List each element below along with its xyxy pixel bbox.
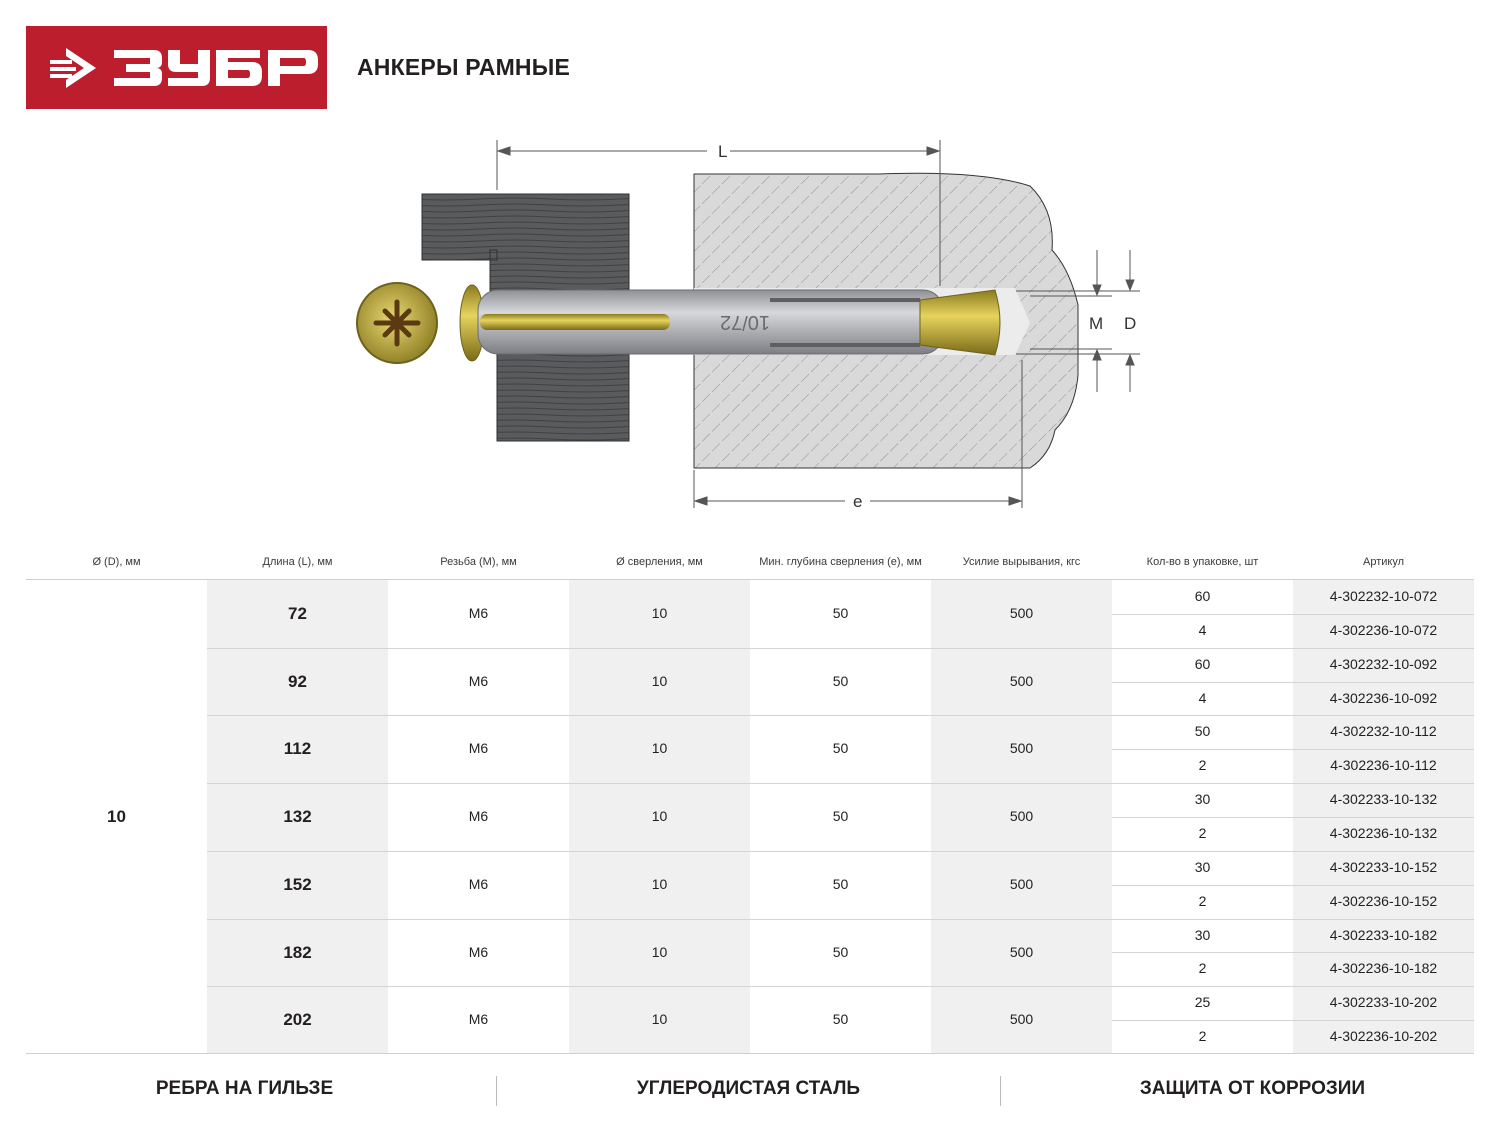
length-value: 202 xyxy=(283,1010,312,1030)
sku-value: 4-302236-10-112 xyxy=(1330,757,1437,774)
depth-value: 50 xyxy=(832,605,849,621)
thread-value: М6 xyxy=(468,808,489,825)
pack-divider xyxy=(1112,817,1474,818)
dim-D-label: D xyxy=(1124,314,1137,333)
thread-value: М6 xyxy=(468,672,489,689)
pack-divider xyxy=(1112,1020,1474,1021)
feature-steel: УГЛЕРОДИСТАЯ СТАЛЬ xyxy=(636,1078,861,1099)
depth-value: 50 xyxy=(832,672,849,689)
page-title: АНКЕРЫ РАМНЫЕ xyxy=(357,54,571,80)
depth-value: 50 xyxy=(832,1011,849,1028)
pack-divider xyxy=(1112,749,1474,750)
sku-value: 4-302236-10-092 xyxy=(1329,689,1438,706)
drill-value: 10 xyxy=(651,740,668,757)
thread-value: М6 xyxy=(468,943,489,960)
sku-value: 4-302236-10-072 xyxy=(1329,621,1438,638)
anchor-diagram xyxy=(340,130,1160,520)
svg-text:10/72: 10/72 xyxy=(719,311,771,333)
pack-divider xyxy=(1112,614,1474,615)
diameter-value: 10 xyxy=(107,807,126,826)
drill-value: 10 xyxy=(651,943,668,960)
sku-value: 4-302236-10-152 xyxy=(1329,892,1438,909)
col-depth: Мин. глубина сверления (e), мм xyxy=(759,556,922,568)
sku-value: 4-302232-10-072 xyxy=(1329,588,1438,604)
feature-ribs: РЕБРА НА ГИЛЬЗЕ xyxy=(155,1078,334,1099)
pack-qty: 4 xyxy=(1198,689,1207,706)
col-sku: Артикул xyxy=(1362,556,1404,568)
zubr-logo-icon xyxy=(26,26,327,109)
sku-value: 4-302233-10-202 xyxy=(1329,994,1438,1011)
depth-value: 50 xyxy=(832,943,849,960)
pack-qty: 25 xyxy=(1194,994,1211,1011)
table-bottom-line xyxy=(26,1053,1474,1054)
sku-value: 4-302233-10-152 xyxy=(1329,858,1438,875)
col-thread: Резьба (М), мм xyxy=(440,556,517,568)
screw-head-icon xyxy=(357,283,437,363)
force-value: 500 xyxy=(1009,672,1034,689)
sku-value: 4-302232-10-092 xyxy=(1329,655,1438,672)
brand-logo xyxy=(26,26,327,109)
sku-value: 4-302232-10-112 xyxy=(1330,723,1437,740)
force-value: 500 xyxy=(1009,875,1034,892)
thread-value: М6 xyxy=(468,740,489,757)
force-value: 500 xyxy=(1009,605,1034,621)
pack-qty: 4 xyxy=(1198,621,1207,638)
dim-L-label: L xyxy=(718,142,728,161)
col-length: Длина (L), мм xyxy=(262,556,333,568)
depth-value: 50 xyxy=(832,875,849,892)
thread-value: М6 xyxy=(468,875,489,892)
force-value: 500 xyxy=(1009,943,1034,960)
dim-M-label: M xyxy=(1089,314,1104,333)
sku-value: 4-302233-10-182 xyxy=(1329,926,1438,943)
drill-value: 10 xyxy=(651,1011,668,1028)
drill-value: 10 xyxy=(651,672,668,689)
sku-value: 4-302236-10-132 xyxy=(1329,824,1438,841)
force-value: 500 xyxy=(1009,740,1034,757)
sku-value: 4-302233-10-132 xyxy=(1329,791,1438,808)
table-header xyxy=(26,556,1474,578)
length-value: 182 xyxy=(283,942,312,962)
pack-qty: 30 xyxy=(1194,926,1211,943)
length-value: 152 xyxy=(283,874,312,894)
thread-value: М6 xyxy=(468,1011,489,1028)
pack-qty: 2 xyxy=(1198,960,1207,977)
col-diameter: Ø (D), мм xyxy=(92,556,141,568)
length-value: 132 xyxy=(283,807,312,827)
pack-divider xyxy=(1112,952,1474,953)
col-force: Усилие вырывания, кгс xyxy=(962,556,1081,568)
depth-value: 50 xyxy=(832,740,849,757)
pack-qty: 2 xyxy=(1198,757,1207,774)
pack-qty: 2 xyxy=(1198,1028,1207,1045)
col-qty: Кол-во в упаковке, шт xyxy=(1146,556,1259,568)
force-value: 500 xyxy=(1009,1011,1034,1028)
frame-anchor xyxy=(460,285,1000,361)
feature-corrosion: ЗАЩИТА ОТ КОРРОЗИИ xyxy=(1139,1078,1366,1099)
col-drill: Ø сверления, мм xyxy=(616,556,703,568)
pack-qty: 30 xyxy=(1194,791,1211,808)
length-value: 112 xyxy=(283,739,312,759)
pack-divider xyxy=(1112,885,1474,886)
pack-qty: 30 xyxy=(1194,858,1211,875)
sku-value: 4-302236-10-202 xyxy=(1329,1028,1438,1045)
thread-value: М6 xyxy=(468,605,489,621)
force-value: 500 xyxy=(1009,808,1034,825)
drill-value: 10 xyxy=(651,605,668,621)
pack-qty: 2 xyxy=(1198,824,1207,841)
pack-qty: 2 xyxy=(1198,892,1207,909)
dim-e-label: e xyxy=(853,492,863,511)
drill-value: 10 xyxy=(651,875,668,892)
pack-qty: 60 xyxy=(1194,588,1211,604)
pack-qty: 50 xyxy=(1194,723,1211,740)
length-value: 72 xyxy=(288,604,307,623)
sku-value: 4-302236-10-182 xyxy=(1329,960,1438,977)
depth-value: 50 xyxy=(832,808,849,825)
pack-divider xyxy=(1112,682,1474,683)
pack-qty: 60 xyxy=(1194,655,1211,672)
drill-value: 10 xyxy=(651,808,668,825)
length-value: 92 xyxy=(288,671,307,691)
